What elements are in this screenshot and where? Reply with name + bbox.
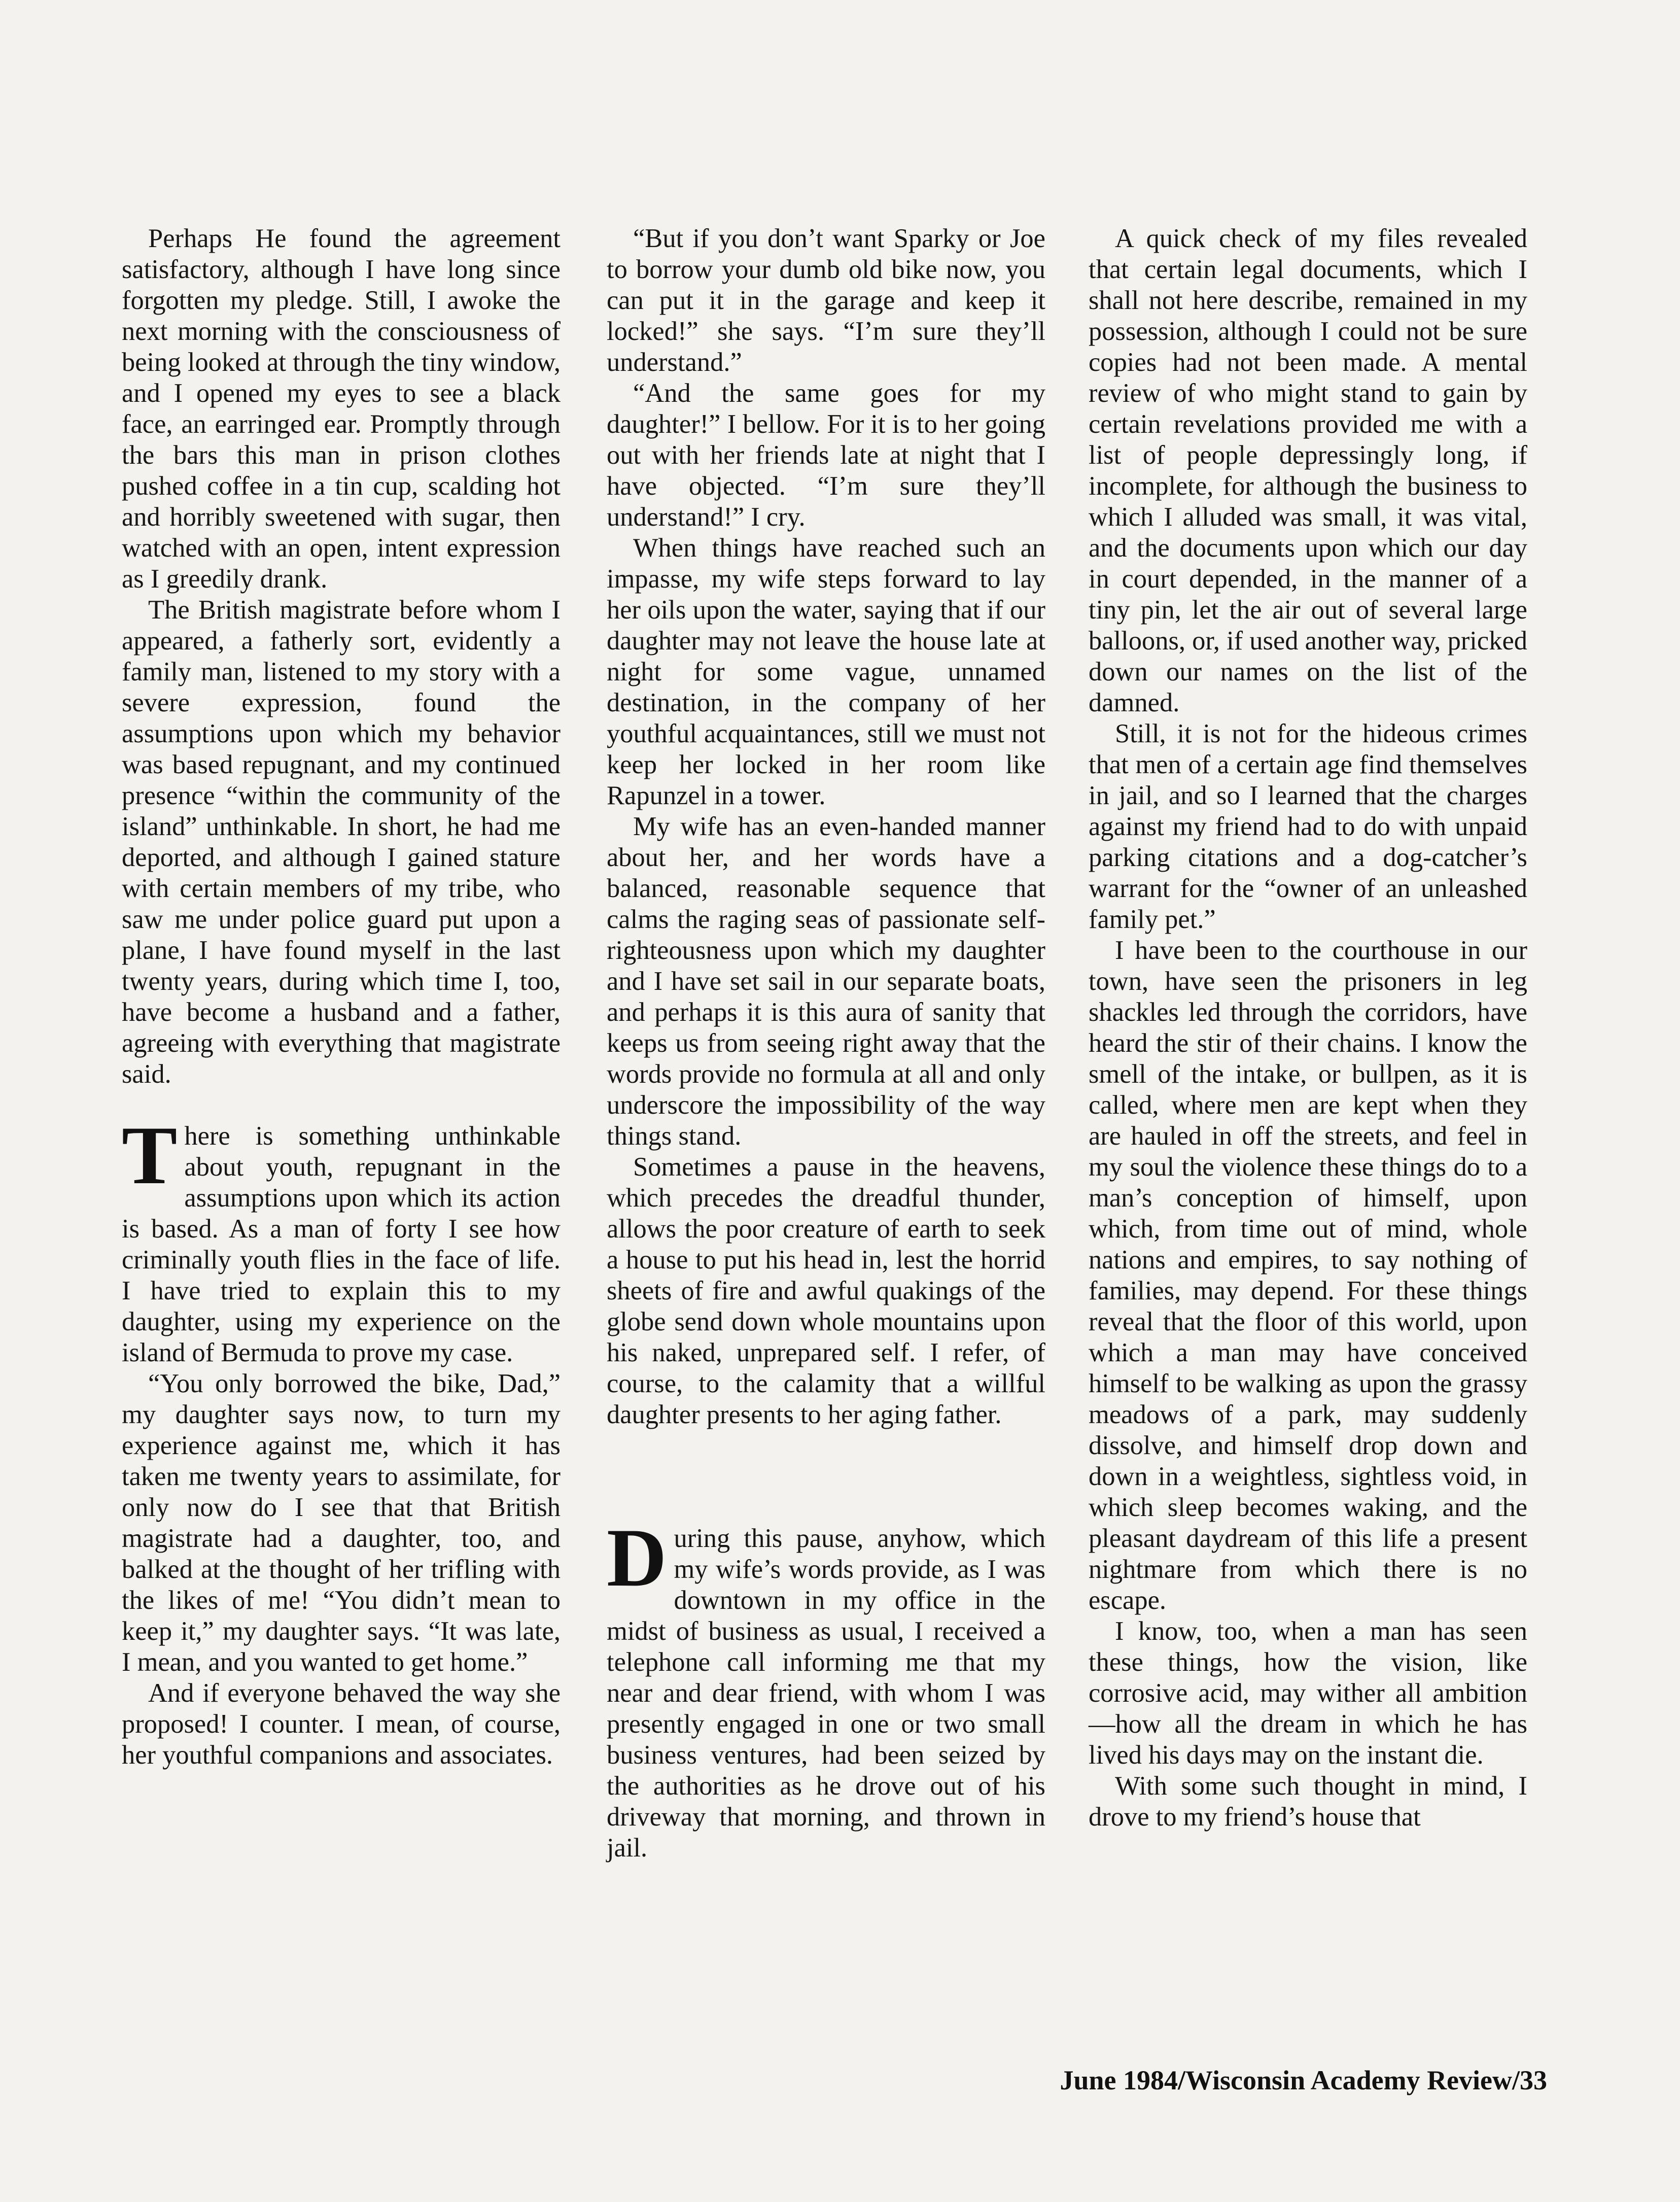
paragraph: I have been to the courthouse in our town, have seen the prisoners in leg shackles led through the corridors, have heard the stir of their chains. I know the smell of the intake, or bullpen, as it is called, where men are kept when they are hauled in off the streets, and feel in my soul the violence these things do to a man’s conception of himself, upon which, from time out of mind, whole nations and empires, to say nothing of families, may depend. For these things reveal that the floor of this world, upon which a man may have conceived himself to be walking as upon the grassy meadows of a park, may suddenly dissolve, and himself drop down and down in a weightless, sightless void, in which sleep becomes waking, and the pleasant daydream of this life a present nightmare from which there is no escape.: [1089, 936, 1527, 1615]
text-column-3: [1089, 223, 1527, 1833]
text-column-2: [607, 223, 1045, 1864]
paragraph: A quick check of my files revealed that certain legal documents, which I shall not here describe, remained in my possession, although I could not be sure copies had not been made. A mental review of who might stand to gain by certain revelations provided me with a list of people depressingly long, if incomplete, for although the business to which I alluded was small, it was vital, and the documents upon which our day in court depended, in the manner of a tiny pin, let the air out of several large balloons, or, if used another way, pricked down our names on the list of the damned.: [1089, 224, 1527, 717]
paragraph: “You only borrowed the bike, Dad,” my daughter says now, to turn my experience against me, which it has taken me twenty years to assimilate, for only now do I see that that British magistrate had a daughter, too, and balked at the thought of her trifling with the likes of me! “You didn’t mean to keep it,” my daughter says. “It was late, I mean, and you wanted to get home.”: [122, 1369, 561, 1677]
drop-cap-letter: T: [122, 1110, 178, 1201]
paragraph: “But if you don’t want Sparky or Joe to borrow your dumb old bike now, you can put it in the garage and keep it locked!” she says. “I’m sure they’ll understand.”: [607, 224, 1045, 377]
section-opening-paragraph: [122, 1110, 561, 1368]
paragraph: With some such thought in mind, I drove to my friend’s house that: [1089, 1771, 1527, 1832]
paragraph: Sometimes a pause in the heavens, which precedes the dreadful thunder, allows the poor creature of earth to seek a house to put his head in, lest the horrid sheets of fire and awful quakings of the globe send down whole mountains upon his naked, unprepared self. I refer, of course, to the calamity that a willful daughter presents to her aging father.: [607, 1152, 1045, 1429]
text-column-1: [122, 223, 561, 1771]
paragraph: Perhaps He found the agreement satisfactory, although I have long since forgotten my pledge. Still, I awoke the next morning with the consciousness of being looked at through the tiny window, and I opened my eyes to see a black face, an earringed ear. Promptly through the bars this man in prison clothes pushed coffee in a tin cup, scalding hot and horribly sweetened with sugar, then watched with an open, intent expression as I greedily drank.: [122, 224, 561, 594]
section-opening-paragraph: [607, 1512, 1045, 1864]
section-opening-text: uring this pause, anyhow, which my wife’s words provide, as I was downtown in my office in the midst of business as usual, I received a telephone call informing me that my near and dear friend, with whom I was presently engaged in one or two small business ventures, had been seized by the authorities as he drove out of his driveway that morning, and thrown in jail.: [607, 1524, 1045, 1863]
paragraph: Still, it is not for the hideous crimes that men of a certain age find themselves in jail, and so I learned that the charges against my friend had to do with unpaid parking citations and a dog-catcher’s warrant for the “owner of an unleashed family pet.”: [1089, 719, 1527, 934]
paragraph: “And the same goes for my daughter!” I bellow. For it is to her going out with her friends late at night that I have objected. “I’m sure they’ll understand!” I cry.: [607, 379, 1045, 532]
paragraph: My wife has an even-handed manner about her, and her words have a balanced, reasonable sequence that calms the raging seas of passionate self-righteousness upon which my daughter and I have set sail in our separate boats, and perhaps it is this aura of sanity that keeps us from seeing right away that the words provide no formula at all and only underscore the impossibility of the way things stand.: [607, 812, 1045, 1151]
paragraph: When things have reached such an impasse, my wife steps forward to lay her oils upon the water, saying that if our daughter may not leave the house late at night for some vague, unnamed destination, in the company of her youthful acquaintances, still we must not keep her locked in her room like Rapunzel in a tower.: [607, 533, 1045, 810]
drop-cap-letter: D: [607, 1512, 667, 1604]
section-opening-text: here is something unthinkable about youth, repugnant in the assumptions upon which its action is based. As a man of forty I see how criminally youth flies in the face of life. I have tried to explain this to my daughter, using my experience on the island of Bermuda to prove my case.: [122, 1121, 561, 1367]
paragraph: The British magistrate before whom I appeared, a fatherly sort, evidently a family man, listened to my story with a severe expression, found the assumptions upon which my behavior was based repugnant, and my continued presence “within the community of the island” unthinkable. In short, he had me deported, and although I gained stature with certain members of my tribe, who saw me under police guard put upon a plane, I have found myself in the last twenty years, during which time I, too, have become a husband and a father, agreeing with everything that magistrate said.: [122, 595, 561, 1089]
page-footer-folio: June 1984/Wisconsin Academy Review/33: [1060, 2065, 1547, 2095]
paragraph: And if everyone behaved the way she proposed! I counter. I mean, of course, her youthful companions and associates.: [122, 1678, 561, 1770]
paragraph: I know, too, when a man has seen these things, how the vision, like corrosive acid, may wither all ambition—how all the dream in which he has lived his days may on the instant die.: [1089, 1616, 1527, 1770]
